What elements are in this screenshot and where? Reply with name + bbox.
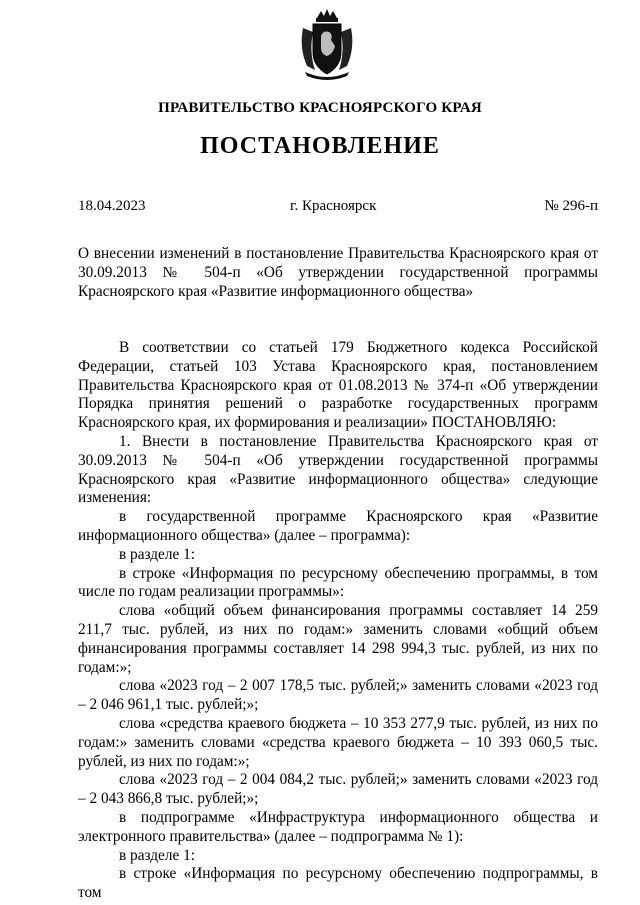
- document-subject: О внесении изменений в постановление Правительства Красноярского края от 30.09.2013 № 504-п «Об утверждении государственной программы Красноярского края «Развитие информационного общества»: [78, 245, 598, 300]
- body-paragraph: слова «2023 год – 2 004 084,2 тыс. рублей;» заменить словами «2023 год – 2 043 866,8 тыс. рублей;»;: [78, 771, 598, 808]
- body-paragraph: в строке «Информация по ресурсному обеспечению программы, в том числе по годам реализации программы»:: [78, 564, 598, 601]
- document-date: 18.04.2023: [78, 198, 146, 214]
- body-paragraph: слова «общий объем финансирования программы составляет 14 259 211,7 тыс. рублей, из них по годам:» заменить словами «общий объем финансирования программы составляет 14 298 994,3 тыс. рублей, из них по годам:»;: [78, 602, 598, 676]
- document-number: № 296-п: [544, 198, 598, 214]
- body-paragraph: в строке «Информация по ресурсному обеспечению подпрограммы, в том: [78, 865, 598, 902]
- government-name: ПРАВИТЕЛЬСТВО КРАСНОЯРСКОГО КРАЯ: [158, 100, 482, 116]
- body-paragraph: в разделе 1:: [119, 545, 195, 563]
- document-type-title: ПОСТАНОВЛЕНИЕ: [200, 133, 440, 159]
- coat-of-arms-icon: [299, 8, 355, 80]
- body-paragraph: 1. Внести в постановление Правительства Красноярского края от 30.09.2013 № 504-п «Об утверждении государственной программы Красноярского края «Развитие информационного общества» следующие изменения:: [78, 432, 598, 507]
- body-paragraph: слова «2023 год – 2 007 178,5 тыс. рублей;» заменить словами «2023 год – 2 046 961,1 тыс. рублей;»;: [78, 677, 598, 714]
- body-paragraph: В соответствии со статьей 179 Бюджетного кодекса Российской Федерации, статьей 103 Устава Красноярского края, постановлением Правительства Красноярского края от 01.08.2013 № 374-п «Об утверждении Порядка принятия решений о разработке государственных программ Красноярского края, их формирования и реализации» ПОСТАНОВЛЯЮ:: [78, 339, 598, 432]
- body-paragraph: в подпрограмме «Инфраструктура информационного общества и электронного правительства» (далее – подпрограмма № 1):: [78, 808, 598, 845]
- document-body: [78, 339, 598, 903]
- document-city: г. Красноярск: [290, 198, 377, 214]
- body-paragraph: в государственной программе Красноярского края «Развитие информационного общества» (далее – программа):: [78, 508, 598, 544]
- body-paragraph: слова «средства краевого бюджета – 10 353 277,9 тыс. рублей, из них по годам:» заменить словами «средства краевого бюджета – 10 393 060,5 тыс. рублей, из них по годам:»;: [78, 714, 598, 770]
- body-paragraph: в разделе 1:: [119, 846, 195, 864]
